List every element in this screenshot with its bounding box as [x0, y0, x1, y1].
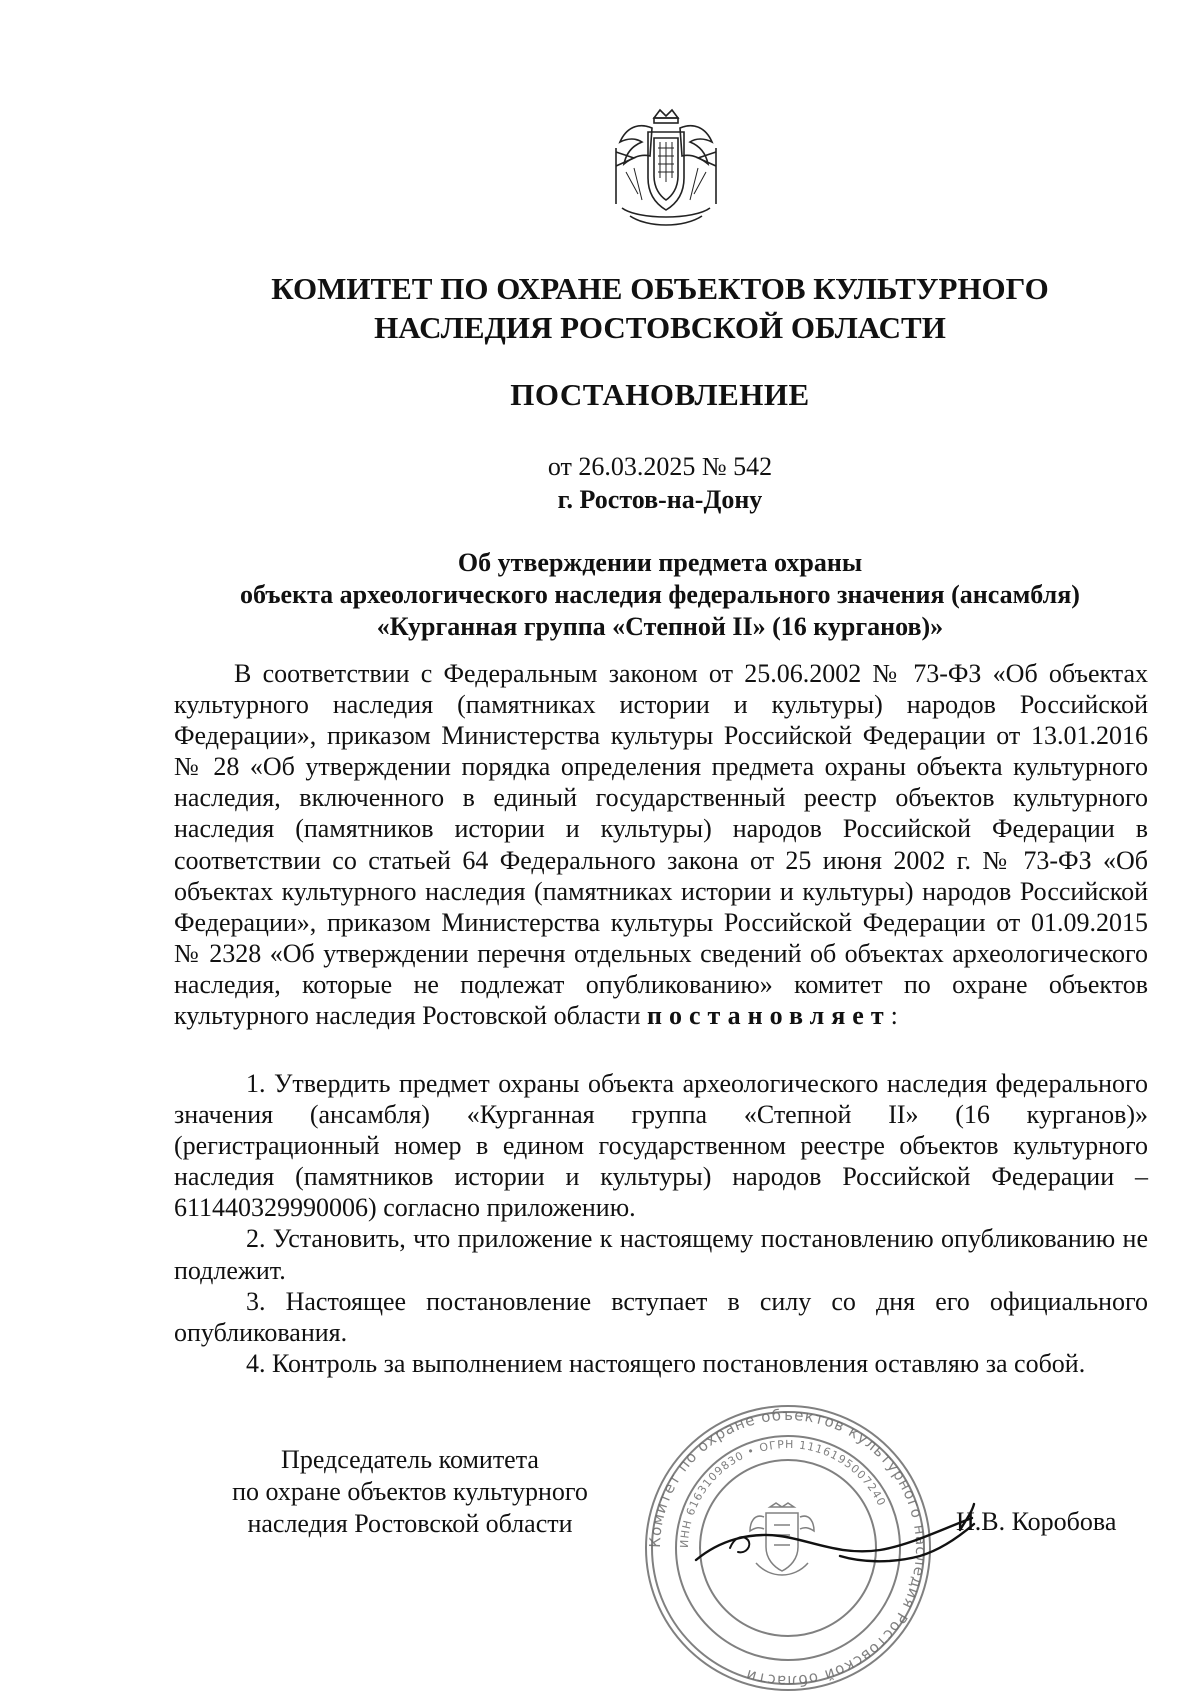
preamble-paragraph — [174, 658, 1148, 1031]
decree-item-3: 3. Настоящее постановление вступает в силу со дня его официального опубликования. — [174, 1286, 1148, 1347]
decree-item-1: 1. Утвердить предмет охраны объекта археологического наследия федерального значения (ансамбля) «Курганная группа «Степной II» (16 курганов)» (регистрационный номер в едином государственном реестре объектов культурного наследия (памятников истории и культуры) народов Российской Федерации – 611440329990006) согласно приложению. — [174, 1069, 1148, 1223]
decree-date-number: от 26.03.2025 № 542 — [547, 452, 773, 481]
signatory-position — [190, 1444, 630, 1540]
subject-line3: «Курганная группа «Степной II» (16 курганов)» — [376, 612, 944, 641]
decree-item-4: 4. Контроль за выполнением настоящего постановления оставляю за собой. — [246, 1348, 1086, 1378]
document-type-title: ПОСТАНОВЛЕНИЕ — [510, 377, 810, 412]
subject-line2: объекта археологического наследия федерального значения (ансамбля) — [240, 580, 1080, 609]
coat-of-arms-icon — [608, 108, 724, 234]
preamble-keyword: постановляет — [647, 1001, 891, 1031]
signatory-position-line1: Председатель комитета — [281, 1445, 539, 1474]
seal-outer-text: Комитет по охране объектов культурного наследия Ростовской области — [645, 1405, 931, 1691]
signatory-name: И.В. Коробова — [956, 1507, 1117, 1536]
organization-title-line1: КОМИТЕТ ПО ОХРАНЕ ОБЪЕКТОВ КУЛЬТУРНОГО — [271, 271, 1049, 306]
seal-inner-text: ИНН 6163109830 • ОГРН 1116195007240 — [677, 1437, 889, 1549]
signatory-position-line3: наследия Ростовской области — [247, 1509, 573, 1538]
decree-item-2: 2. Установить, что приложение к настоящему постановлению опубликованию не подлежит. — [174, 1224, 1148, 1285]
handwritten-signature-icon — [690, 1490, 980, 1580]
preamble-text: В соответствии с Федеральным законом от 25.06.2002 № 73-ФЗ «Об объектах культурного наследия (памятниках истории и культуры) народов Российской Федерации», приказом Министерства культуры Российской Федерации от 13.01.2016 № 28 «Об утверждении порядка определения предмета охраны объекта культурного наследия, включенного в единый государственный реестр объектов культурного наследия (памятников истории и культуры) народов Российской Федерации в соответствии со статьей 64 Федерального закона от 25 июня 2002 г. № 73-ФЗ «Об объектах культурного наследия (памятниках истории и культуры) народов Российской Федерации», приказом Министерства культуры Российской Федерации от 01.09.2015 № 2328 «Об утверждении перечня отдельных сведений об объектах археологического наследия, которые не подлежат опубликованию» комитет по охране объектов культурного наследия Ростовской области — [174, 659, 1148, 1031]
signatory-position-line2: по охране объектов культурного — [232, 1477, 588, 1506]
organization-title-line2: НАСЛЕДИЯ РОСТОВСКОЙ ОБЛАСТИ — [374, 310, 946, 345]
decree-city: г. Ростов-на-Дону — [557, 485, 763, 514]
subject-line1: Об утверждении предмета охраны — [457, 548, 863, 577]
decree-items — [174, 1068, 1148, 1379]
preamble-tail: : — [890, 1001, 898, 1031]
